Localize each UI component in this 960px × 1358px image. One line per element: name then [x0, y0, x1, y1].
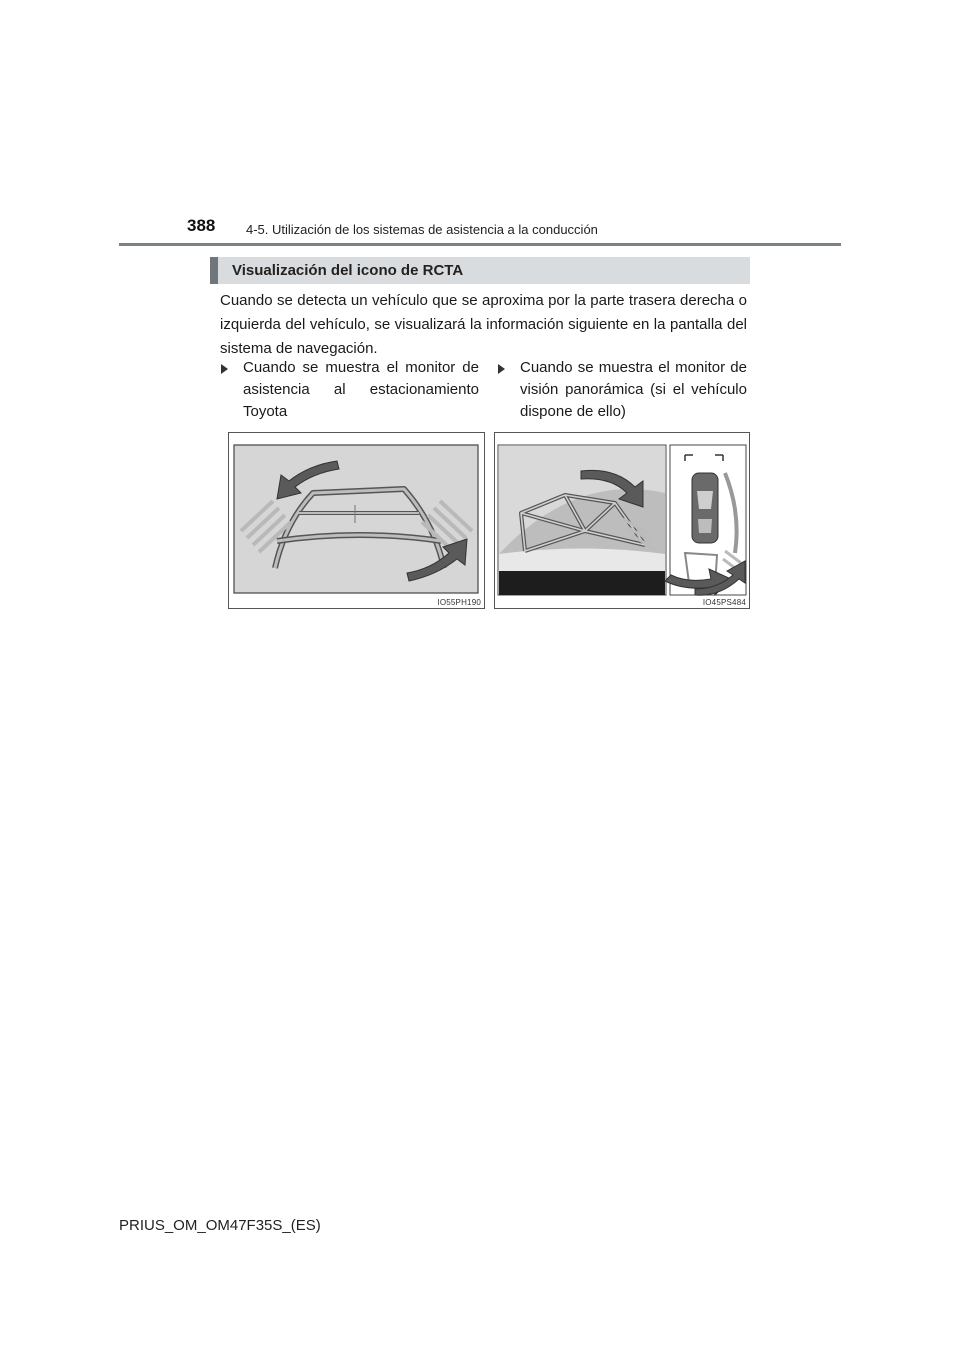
document-id-footer: PRIUS_OM_OM47F35S_(ES): [119, 1217, 321, 1234]
header-divider: [119, 243, 841, 246]
bullet-item-toyota-monitor: [221, 357, 479, 427]
bullet-text: Cuando se muestra el monitor de asistencia al estacionamiento Toyota: [243, 359, 479, 420]
parking-assist-screen-graphic: [229, 433, 484, 608]
triangle-bullet-icon: [498, 364, 505, 374]
illustration-parking-assist-monitor: [228, 432, 485, 609]
bullet-text: Cuando se muestra el monitor de visión panorámica (si el vehículo dispone de ello): [520, 359, 747, 420]
page-number: 388: [187, 216, 216, 235]
panoramic-screen-graphic: [495, 433, 749, 608]
bullet-item-panoramic-monitor: [498, 357, 748, 427]
section-body-text: Cuando se detecta un vehículo que se aproxima por la parte trasera derecha o izquierda del vehículo, se visualizará la información siguiente en la pantalla del sistema de navegación.: [220, 292, 747, 357]
illustration-panoramic-view-monitor: [494, 432, 750, 609]
section-title: Visualización del icono de RCTA: [232, 262, 464, 279]
figure-code: IO55PH190: [437, 598, 481, 607]
chapter-header: 4-5. Utilización de los sistemas de asistencia a la conducción: [246, 222, 598, 237]
figure-code: IO45PS484: [702, 598, 746, 607]
triangle-bullet-icon: [221, 364, 228, 374]
section-heading: [210, 257, 750, 284]
